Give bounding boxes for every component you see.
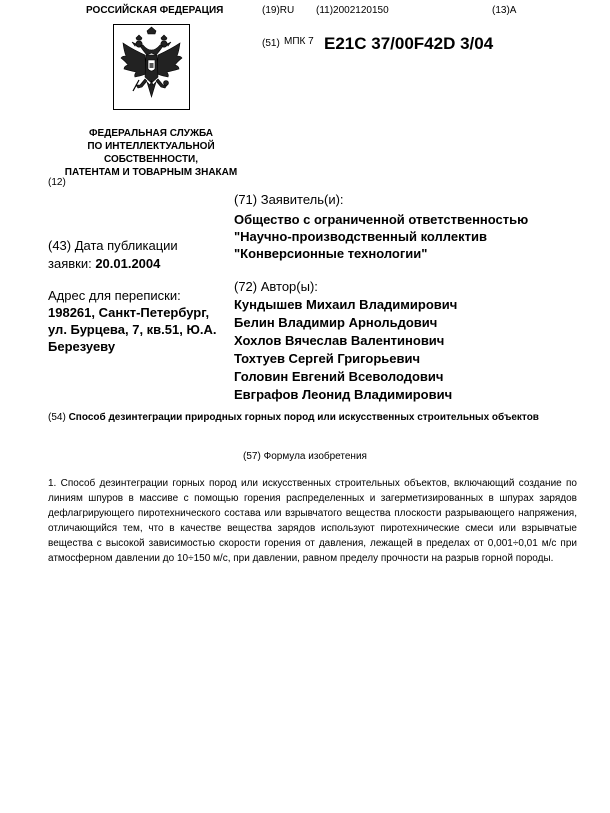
applicant-line: "Конверсионные технологии" xyxy=(234,246,428,261)
ipc-classification: E21C 37/00F42D 3/04 xyxy=(324,34,494,53)
title-field-code: (54) xyxy=(48,412,66,423)
country-code: (19)RU xyxy=(262,5,295,16)
author-name: Тохтуев Сергей Григорьевич xyxy=(234,351,421,366)
publication-number: (11)2002120150 xyxy=(316,5,389,16)
invention-title-text: Способ дезинтеграции природных горных пород или искусственных строительных объектов xyxy=(68,412,539,423)
publication-date-block xyxy=(48,237,218,273)
document-type-code: (12) xyxy=(48,177,66,188)
publication-date: 20.01.2004 xyxy=(95,256,161,271)
agency-line: ФЕДЕРАЛЬНАЯ СЛУЖБА xyxy=(88,128,214,139)
address-line: ул. Бурцева, 7, кв.51, Ю.А. xyxy=(48,322,217,337)
agency-name xyxy=(55,127,247,179)
agency-line: ПАТЕНТАМ И ТОВАРНЫМ ЗНАКАМ xyxy=(64,167,238,178)
applicant-line: "Научно-производственный коллектив xyxy=(234,229,487,244)
agency-line: ПО ИНТЕЛЛЕКТУАЛЬНОЙ xyxy=(87,141,215,152)
ipc-label: МПК 7 xyxy=(284,36,314,47)
author-name: Головин Евгений Всеволодович xyxy=(234,369,444,384)
address-label: Адрес для переписки: xyxy=(48,288,181,303)
authors-list xyxy=(234,296,457,404)
agency-line: СОБСТВЕННОСТИ, xyxy=(103,154,199,165)
author-name: Белин Владимир Арнольдович xyxy=(234,315,438,330)
author-name: Хохлов Вячеслав Валентинович xyxy=(234,333,445,348)
invention-title xyxy=(48,411,578,424)
publication-date-label: (43) Дата публикации xyxy=(48,238,178,253)
country-name: РОССИЙСКАЯ ФЕДЕРАЦИЯ xyxy=(86,5,224,16)
ipc-field-code: (51) xyxy=(262,38,280,49)
authors-label: (72) Автор(ы): xyxy=(234,279,318,294)
double-headed-eagle-icon xyxy=(114,25,189,109)
applicant-line: Общество с ограниченной ответственностью xyxy=(234,212,529,227)
applicant-label: (71) Заявитель(и): xyxy=(234,192,344,207)
author-name: Евграфов Леонид Владимирович xyxy=(234,387,453,402)
address-line: Березуеву xyxy=(48,339,116,354)
document-kind-code: (13)A xyxy=(492,5,517,16)
claim-text: 1. Способ дезинтеграции горных пород или искусственных строительных объектов, включающий создание по линиям шпуров в массиве с помощью горения распределенных и загерметизированных в шпурах зарядов дефлагрирующего пиротехнического состава или взрывчатого вещества плоскости разрывающего напряжения, отличающийся тем, что в качестве вещества зарядов используют пиротехнические смеси или взрывчатые вещества с высокой зависимостью скорости горения от давления, лежащей в пределах от 0,001÷0,01 м/с при атмосферном давлении до 10÷150 м/с, при давлении, равном пределу прочности на разрыв горной породы. xyxy=(48,478,577,564)
address-line: 198261, Санкт-Петербург, xyxy=(48,305,210,320)
claims-heading: (57) Формула изобретения xyxy=(243,451,367,462)
correspondence-address xyxy=(48,304,230,355)
state-emblem-logo xyxy=(113,24,190,110)
author-name: Кундышев Михаил Владимирович xyxy=(234,297,458,312)
applicant-name xyxy=(234,211,574,262)
publication-date-label-cont: заявки: xyxy=(48,256,96,271)
